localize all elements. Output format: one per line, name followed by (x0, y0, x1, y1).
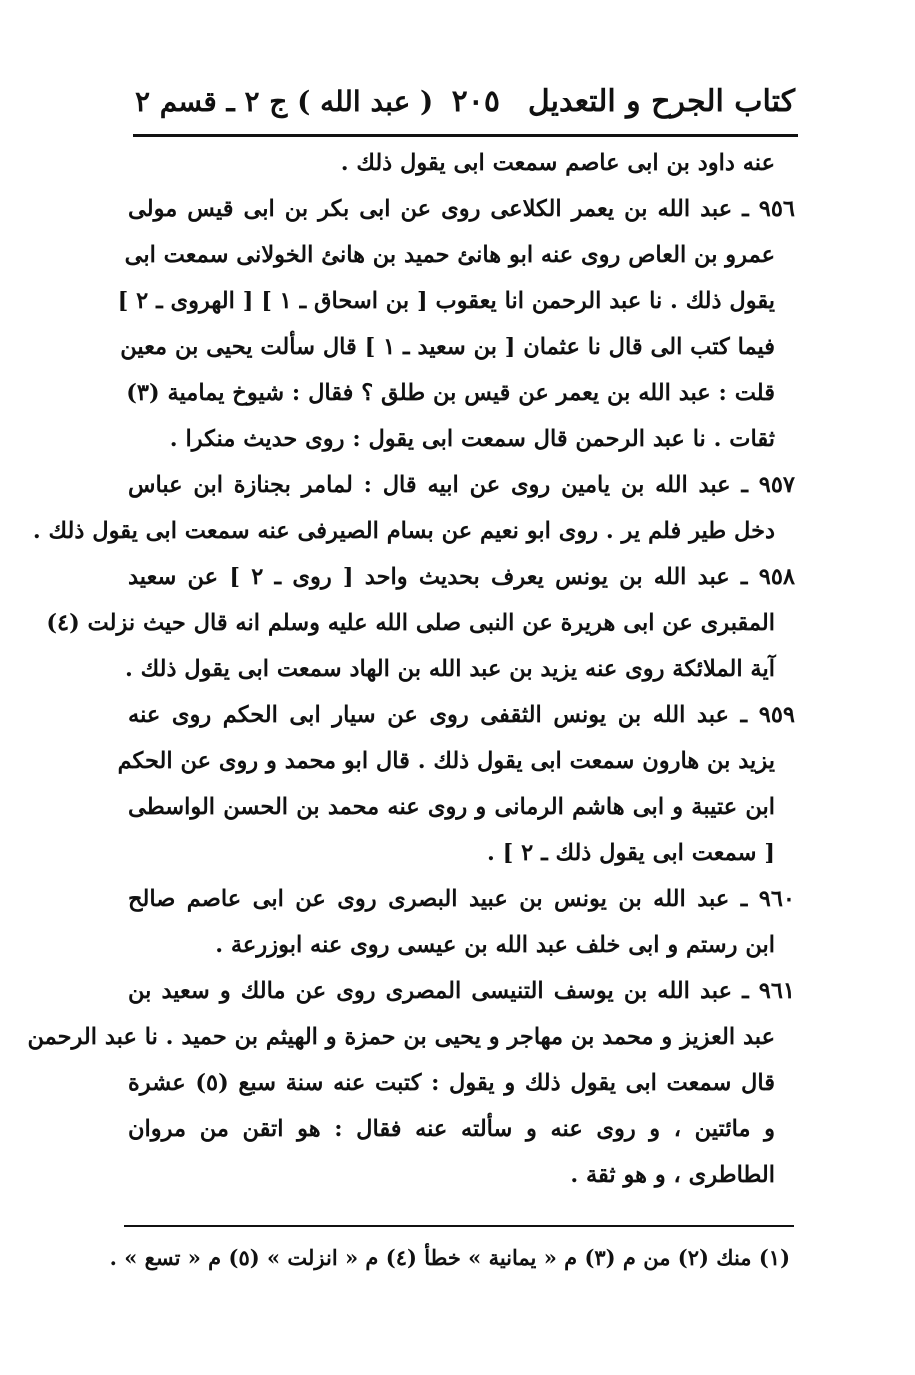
text-line: المقبرى عن ابى هريرة عن النبى صلى الله عليه وسلم انه قال حيث نزلت (٤) (46, 610, 775, 636)
text-line: عنه داود بن ابى عاصم سمعت ابى يقول ذلك . (340, 150, 775, 176)
text-line: قلت : عبد الله بن يعمر عن قيس بن طلق ؟ فقال : شيوخ يمامية (٣) (126, 380, 775, 406)
text-line: الطاطرى ، و هو ثقة . (570, 1162, 775, 1188)
entry-957-line: ٩٥٧ ـ عبد الله بن يامين روى عن ابيه قال : لمامر بجنازة ابن عباس (128, 472, 795, 498)
entry-960-line: ٩٦٠ ـ عبد الله بن يونس بن عبيد البصرى روى عن ابى عاصم صالح (128, 886, 795, 912)
page-number: ٢٠٥ (451, 84, 500, 119)
book-title: كتاب الجرح و التعديل (527, 84, 795, 119)
text-line: ابن رستم و ابى خلف عبد الله بن عيسى روى عنه ابوزرعة . (215, 932, 775, 958)
text-line: يزيد بن هارون سمعت ابى يقول ذلك . قال ابو محمد و روى عن الحكم (117, 748, 775, 774)
text-line: فيما كتب الى قال نا عثمان [ بن سعيد ـ ١ ] قال سألت يحيى بن معين (120, 334, 775, 360)
text-line: آية الملائكة روى عنه يزيد بن عبد الله بن الهاد سمعت ابى يقول ذلك . (124, 656, 775, 682)
volume-section: ( عبد الله ) ج ٢ ـ قسم ٢ (135, 85, 434, 118)
footnote-divider (124, 1225, 794, 1227)
body-text (27, 140, 795, 1198)
text-line: قال سمعت ابى يقول ذلك و يقول : كتبت عنه سنة سبع (٥) عشرة (128, 1070, 775, 1096)
text-line: دخل طير فلم ير . روى ابو نعيم عن بسام الصيرفى عنه سمعت ابى يقول ذلك . (32, 518, 775, 544)
text-line: ثقات . نا عبد الرحمن قال سمعت ابى يقول : روى حديث منكرا . (169, 426, 775, 452)
footnotes: (١) منك (٢) من م (٣) م « يمانية » خطأ (٤) م « انزلت » (٥) م « تسع » . (109, 1245, 790, 1270)
entry-958-line: ٩٥٨ ـ عبد الله بن يونس يعرف بحديث واحد [ روى ـ ٢ ] عن سعيد (128, 564, 795, 590)
text-line: ابن عتيبة و ابى هاشم الرمانى و روى عنه محمد بن الحسن الواسطى (128, 794, 775, 820)
text-line: و مائتين ، و روى عنه و سألته عنه فقال : هو اتقن من مروان (128, 1116, 775, 1142)
page-header (135, 80, 795, 130)
header-divider (133, 134, 798, 137)
text-line: عمرو بن العاص روى عنه ابو هانئ حميد بن هانئ الخولانى سمعت ابى (124, 242, 775, 268)
entry-959-line: ٩٥٩ ـ عبد الله بن يونس الثقفى روى عن سيار ابى الحكم روى عنه (128, 702, 795, 728)
entry-956-line: ٩٥٦ ـ عبد الله بن يعمر الكلاعى روى عن ابى بكر بن ابى قيس مولى (128, 196, 795, 222)
text-line: عبد العزيز و محمد بن مهاجر و يحيى بن حمزة و الهيثم بن حميد . نا عبد الرحمن (27, 1024, 775, 1050)
entry-961-line: ٩٦١ ـ عبد الله بن يوسف التنيسى المصرى روى عن مالك و سعيد بن (128, 978, 795, 1004)
text-line: [ سمعت ابى يقول ذلك ـ ٢ ] . (486, 840, 775, 866)
text-line: يقول ذلك . نا عبد الرحمن انا يعقوب [ بن اسحاق ـ ١ ] [ الهروى ـ ٢ ] (117, 288, 775, 314)
